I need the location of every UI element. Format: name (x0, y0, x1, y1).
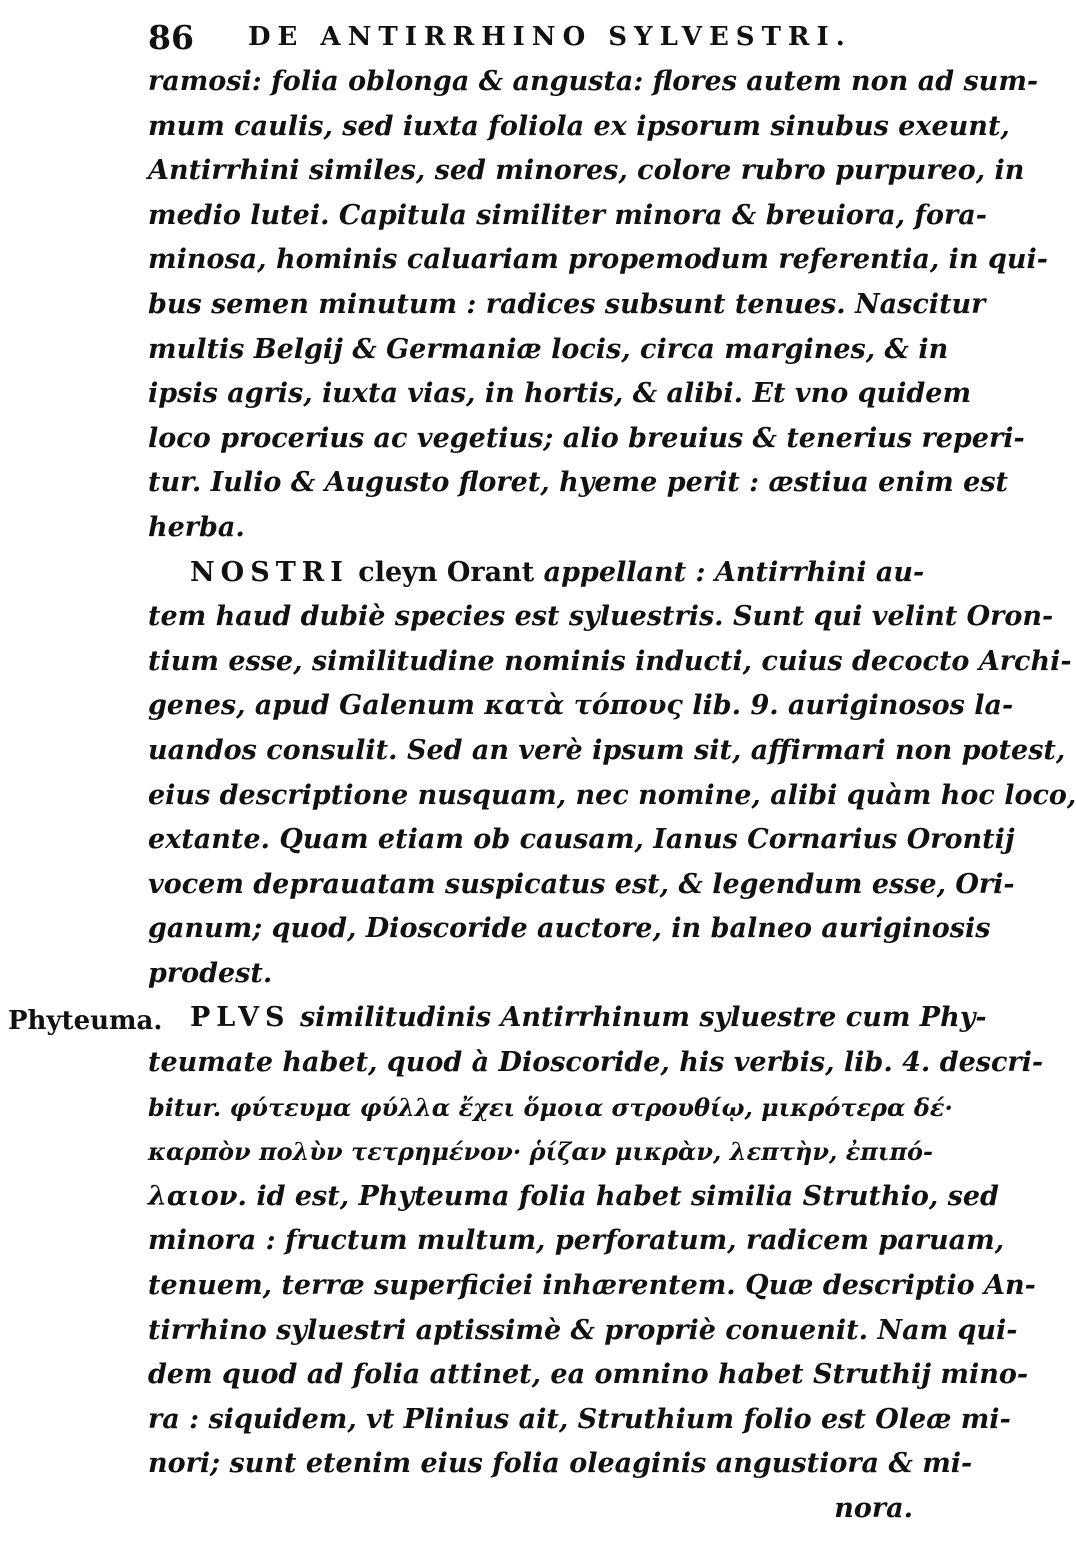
text-line: extante. Quam etiam ob causam, Ianus Cornarius Orontij (148, 824, 1015, 856)
paragraph-opening-line (148, 996, 987, 1041)
running-head: DE ANTIRRHINO SYLVESTRI. (248, 22, 852, 52)
text-line: loco procerius ac vegetius; alio breuius & tenerius reperi- (148, 422, 1025, 454)
text-line: uandos consulit. Sed an verè ipsum sit, affirmari non potest, (148, 734, 1066, 766)
text-line: eius descriptione nusquam, nec nomine, alibi quàm hoc loco, (148, 779, 1076, 811)
text-line: Antirrhini similes, sed minores, colore rubro purpureo, in (148, 155, 1025, 187)
text-line: tium esse, similitudine nominis inducti, cuius decocto Archi- (148, 645, 1072, 677)
page-header (148, 18, 908, 62)
text-line: nori; sunt etenim eius folia oleaginis angustiora & mi- (148, 1448, 973, 1480)
dutch-plant-name: cleyn Orant (358, 556, 535, 588)
text-line: prodest. (148, 957, 273, 989)
paragraph-initial-word: NOSTRI (190, 556, 349, 588)
text-line: dem quod ad folia attinet, ea omnino habet Struthij mino- (148, 1359, 1029, 1391)
text-line: nora. (834, 1493, 913, 1524)
text-line: ra : siquidem, vt Plinius ait, Struthium folio est Oleæ mi- (148, 1403, 1011, 1435)
greek-text-line: καρπὸν πολὺν τετρημένον· ῥίζαν μικρὰν, λεπτὴν, ἐπιπό- (148, 1137, 934, 1167)
text-line: multis Belgij & Germaniæ locis, circa margines, & in (148, 333, 949, 365)
text-line: medio lutei. Capitula similiter minora & breuiora, fora- (148, 199, 987, 231)
text-line: λαιον. id est, Phyteuma folia habet similia Struthio, sed (148, 1180, 999, 1212)
text-line: tem haud dubiè species est syluestris. Sunt qui velint Oron- (148, 601, 1054, 633)
margin-note: Phyteuma. (8, 1006, 163, 1036)
text-line-fragment: similitudinis Antirrhinum syluestre cum Phy- (299, 1002, 987, 1034)
body-text (148, 60, 1076, 1532)
text-line: minora : fructum multum, perforatum, radicem paruam, (148, 1225, 1005, 1257)
text-line: mum caulis, sed iuxta foliola ex ipsorum sinubus exeunt, (148, 110, 1010, 142)
text-line: minosa, hominis caluariam propemodum referentia, in qui- (148, 244, 1048, 276)
text-line-fragment: appellant : Antirrhini au- (543, 556, 925, 588)
greek-text-line: bitur. φύτευμα φύλλα ἔχει ὅμοια στρουθίῳ, μικρότερα δέ· (148, 1092, 953, 1122)
text-line: tur. Iulio & Augusto floret, hyeme perit : æstiua enim est (148, 467, 1009, 499)
text-line: teumate habet, quod à Dioscoride, his verbis, lib. 4. descri- (148, 1047, 1044, 1079)
paragraph-opening-line (148, 551, 925, 596)
text-line: vocem deprauatam suspicatus est, & legendum esse, Ori- (148, 868, 1015, 900)
text-line: ganum; quod, Dioscoride auctore, in balneo auriginosis (148, 913, 991, 945)
text-line: ipsis agris, iuxta vias, in hortis, & alibi. Et vno quidem (148, 378, 972, 410)
paragraph-initial-word: PLVS (190, 1002, 291, 1034)
text-line: tirrhino syluestri aptissimè & propriè conuenit. Nam qui- (148, 1314, 1018, 1346)
page-number: 86 (148, 18, 194, 57)
text-line: herba. (148, 511, 245, 543)
text-line: ramosi: folia oblonga & angusta: flores autem non ad sum- (148, 66, 1039, 97)
text-line: genes, apud Galenum κατὰ τόπους lib. 9. auriginosos la- (148, 690, 1014, 722)
text-line: tenuem, terræ superficiei inhærentem. Quæ descriptio An- (148, 1270, 1036, 1302)
text-line: bus semen minutum : radices subsunt tenues. Nascitur (148, 288, 986, 320)
